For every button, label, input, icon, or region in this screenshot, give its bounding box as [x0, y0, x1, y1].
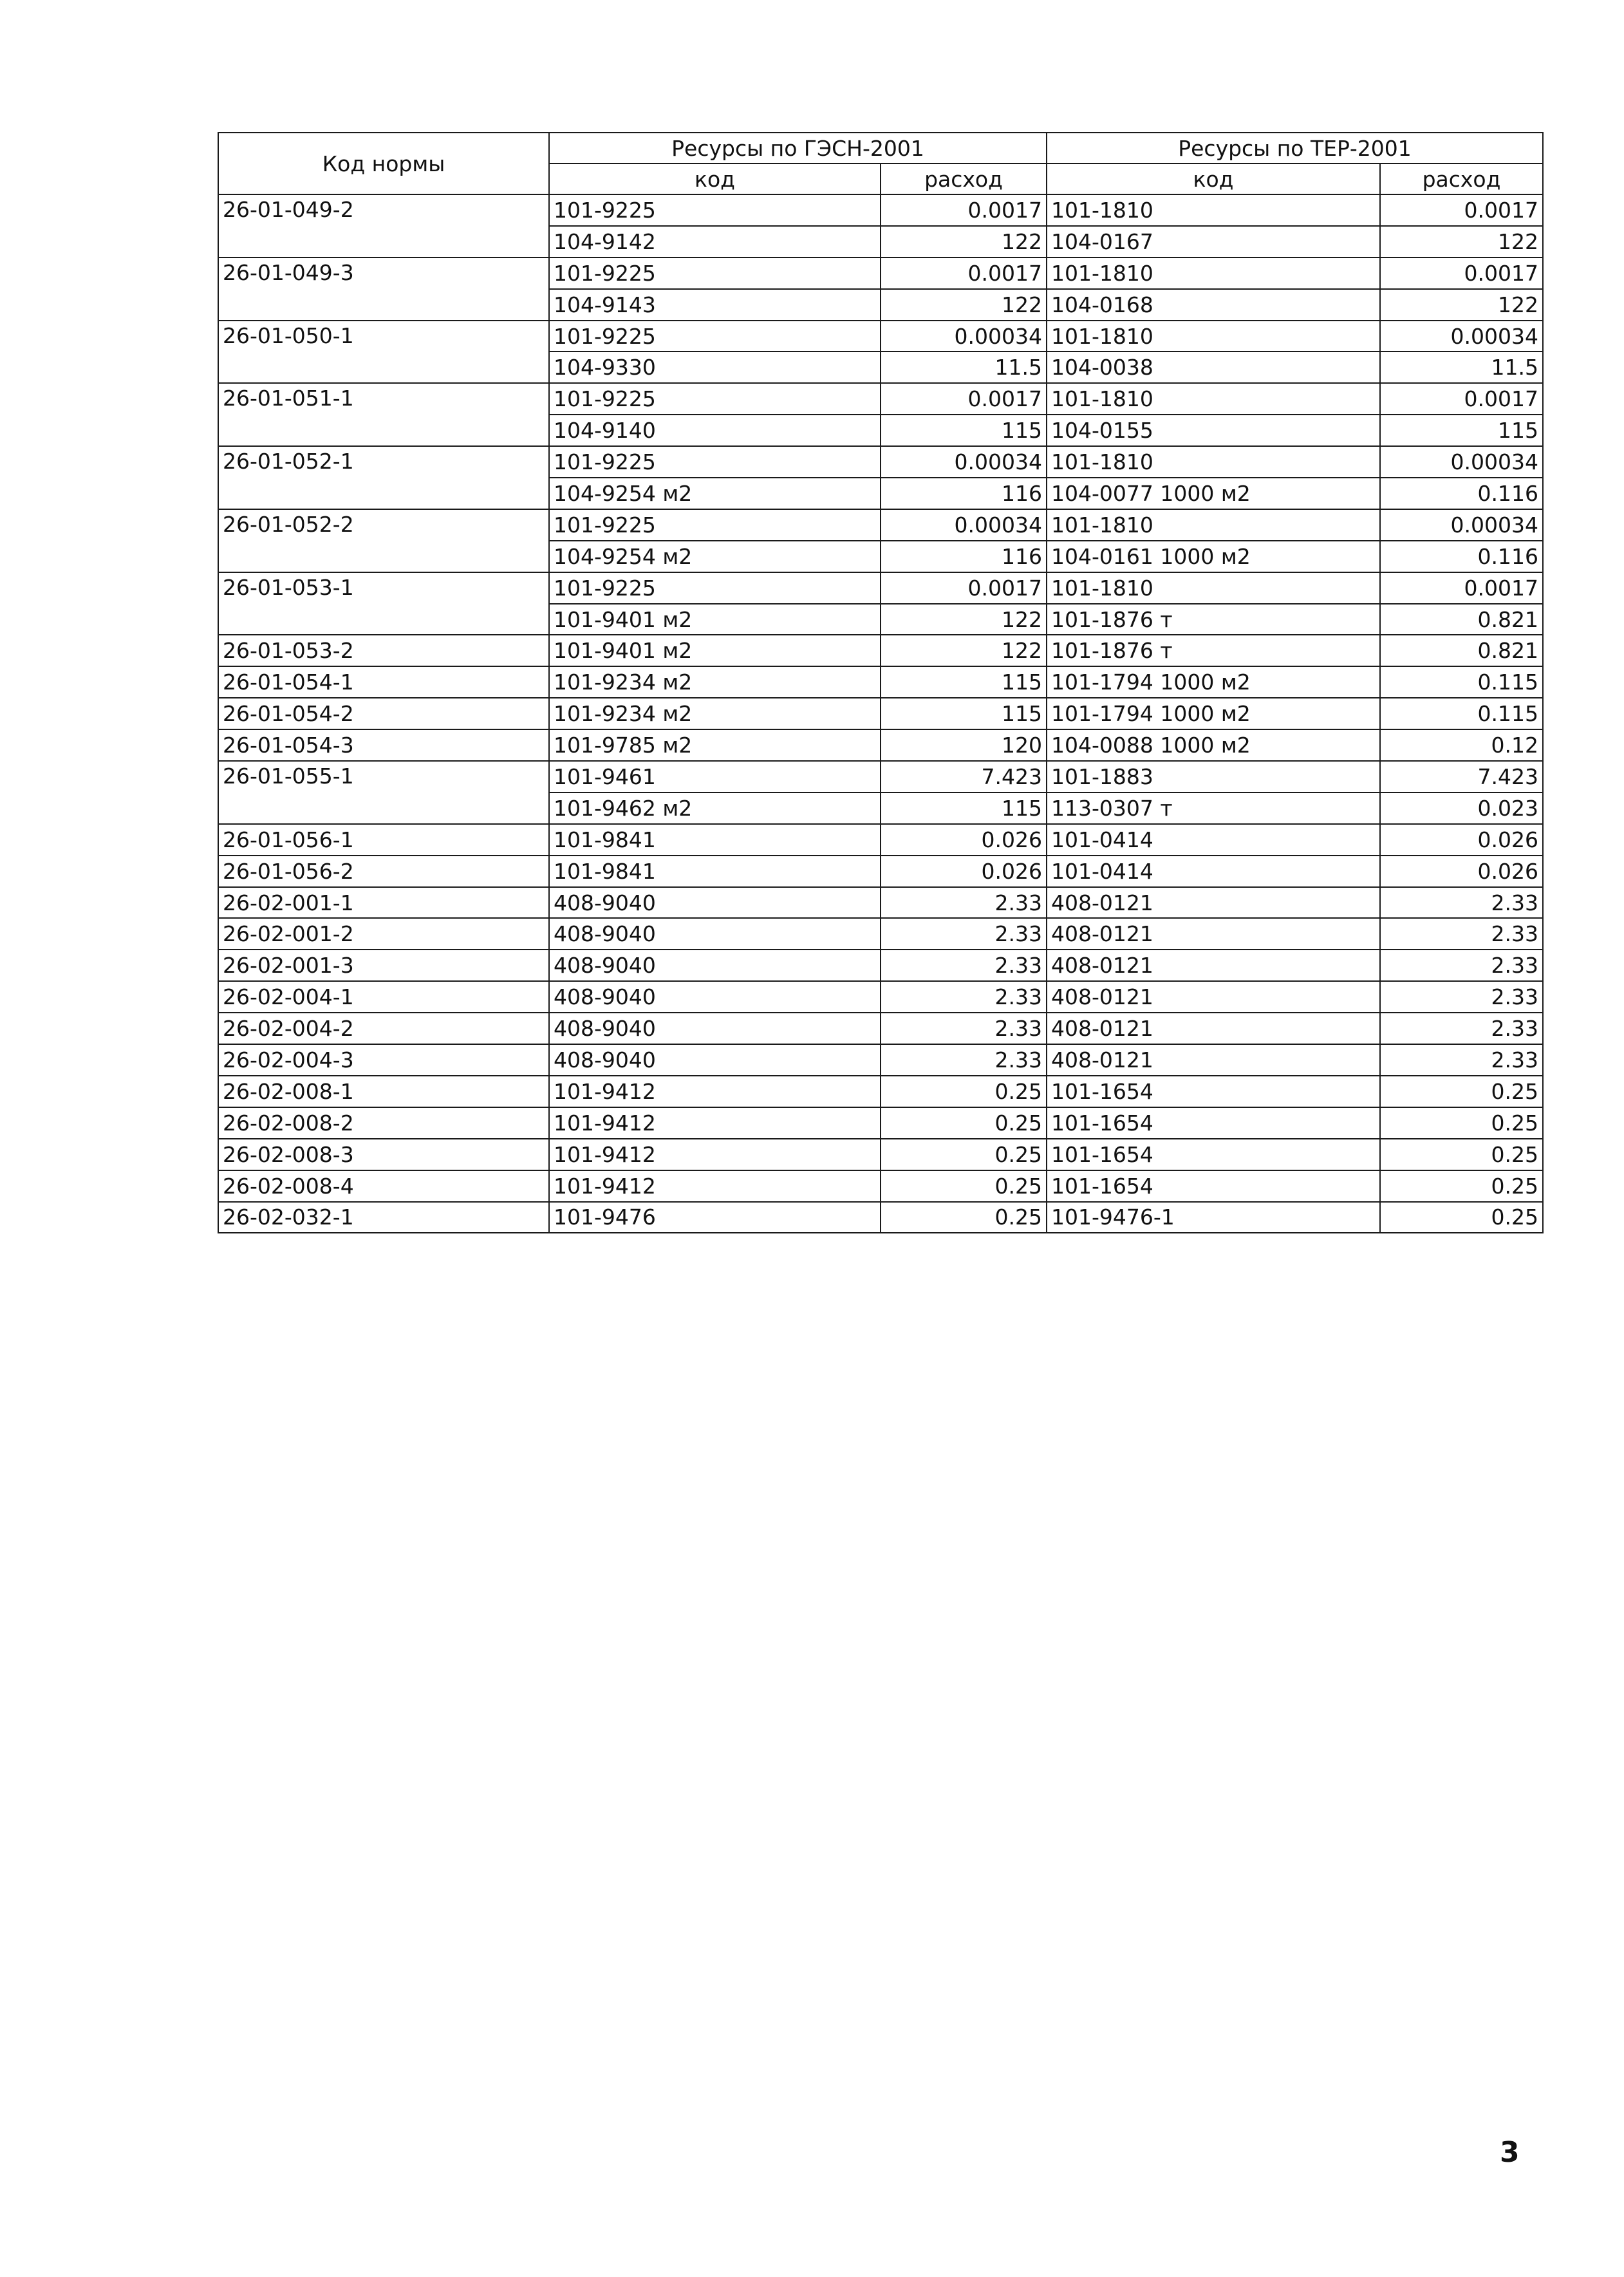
ter-code-cell: 104-0038	[1047, 351, 1380, 383]
gesn-consumption-cell: 0.25	[881, 1076, 1047, 1107]
ter-consumption-cell: 115	[1380, 415, 1543, 446]
gesn-code-cell: 408-9040	[549, 1013, 881, 1044]
gesn-consumption-cell: 0.0017	[881, 383, 1047, 415]
ter-code-cell: 101-1654	[1047, 1139, 1380, 1170]
ter-consumption-cell: 0.00034	[1380, 321, 1543, 352]
norm-code-cell: 26-01-050-1	[218, 321, 549, 384]
gesn-code-cell: 104-9142	[549, 226, 881, 258]
resources-table	[218, 132, 1544, 1233]
header-gesn-group: Ресурсы по ГЭСН-2001	[549, 133, 1047, 164]
ter-consumption-cell: 2.33	[1380, 918, 1543, 950]
gesn-code-cell: 101-9412	[549, 1139, 881, 1170]
page-number: 3	[1500, 2136, 1520, 2169]
table-row	[218, 1139, 1543, 1170]
gesn-consumption-cell: 2.33	[881, 1044, 1047, 1076]
header-gesn-code: код	[549, 164, 881, 194]
table-row	[218, 1202, 1543, 1233]
table-row	[218, 1044, 1543, 1076]
ter-consumption-cell: 11.5	[1380, 351, 1543, 383]
gesn-code-cell: 101-9234 м2	[549, 666, 881, 698]
ter-code-cell: 113-0307 т	[1047, 792, 1380, 824]
gesn-code-cell: 408-9040	[549, 981, 881, 1013]
ter-code-cell: 101-1654	[1047, 1170, 1380, 1202]
ter-consumption-cell: 122	[1380, 289, 1543, 321]
gesn-consumption-cell: 2.33	[881, 950, 1047, 981]
ter-consumption-cell: 2.33	[1380, 950, 1543, 981]
ter-code-cell: 101-1794 1000 м2	[1047, 698, 1380, 729]
ter-code-cell: 101-1883	[1047, 761, 1380, 792]
norm-code-cell: 26-01-053-2	[218, 635, 549, 666]
ter-code-cell: 408-0121	[1047, 918, 1380, 950]
ter-consumption-cell: 0.115	[1380, 666, 1543, 698]
norm-code-cell: 26-02-008-4	[218, 1170, 549, 1202]
gesn-consumption-cell: 0.026	[881, 824, 1047, 856]
ter-consumption-cell: 0.0017	[1380, 194, 1543, 226]
ter-consumption-cell: 0.821	[1380, 604, 1543, 635]
header-ter-group: Ресурсы по ТЕР-2001	[1047, 133, 1543, 164]
gesn-code-cell: 101-9401 м2	[549, 604, 881, 635]
gesn-consumption-cell: 0.0017	[881, 258, 1047, 289]
ter-code-cell: 408-0121	[1047, 981, 1380, 1013]
norm-code-cell: 26-02-004-3	[218, 1044, 549, 1076]
table-row	[218, 1076, 1543, 1107]
gesn-consumption-cell: 0.25	[881, 1202, 1047, 1233]
ter-consumption-cell: 0.116	[1380, 478, 1543, 509]
gesn-code-cell: 101-9234 м2	[549, 698, 881, 729]
ter-consumption-cell: 122	[1380, 226, 1543, 258]
norm-code-cell: 26-02-008-1	[218, 1076, 549, 1107]
table-row	[218, 635, 1543, 666]
gesn-consumption-cell: 122	[881, 635, 1047, 666]
gesn-consumption-cell: 0.25	[881, 1107, 1047, 1139]
table-row	[218, 383, 1543, 415]
ter-consumption-cell: 7.423	[1380, 761, 1543, 792]
ter-consumption-cell: 2.33	[1380, 1013, 1543, 1044]
ter-consumption-cell: 0.026	[1380, 824, 1543, 856]
ter-consumption-cell: 0.115	[1380, 698, 1543, 729]
gesn-code-cell: 101-9225	[549, 509, 881, 541]
gesn-consumption-cell: 2.33	[881, 1013, 1047, 1044]
ter-code-cell: 104-0161 1000 м2	[1047, 541, 1380, 572]
ter-consumption-cell: 0.116	[1380, 541, 1543, 572]
gesn-code-cell: 104-9254 м2	[549, 541, 881, 572]
ter-code-cell: 101-1810	[1047, 572, 1380, 604]
norm-code-cell: 26-01-054-3	[218, 729, 549, 761]
norm-code-cell: 26-01-056-1	[218, 824, 549, 856]
norm-code-cell: 26-01-051-1	[218, 383, 549, 446]
gesn-code-cell: 104-9254 м2	[549, 478, 881, 509]
ter-consumption-cell: 0.0017	[1380, 572, 1543, 604]
norm-code-cell: 26-01-054-1	[218, 666, 549, 698]
gesn-consumption-cell: 0.0017	[881, 572, 1047, 604]
ter-code-cell: 104-0168	[1047, 289, 1380, 321]
ter-code-cell: 101-1810	[1047, 446, 1380, 478]
header-ter-consumption: расход	[1380, 164, 1543, 194]
norm-code-cell: 26-02-001-3	[218, 950, 549, 981]
norm-code-cell: 26-01-055-1	[218, 761, 549, 824]
ter-code-cell: 408-0121	[1047, 950, 1380, 981]
ter-code-cell: 101-1810	[1047, 321, 1380, 352]
gesn-consumption-cell: 115	[881, 792, 1047, 824]
ter-consumption-cell: 0.25	[1380, 1076, 1543, 1107]
norm-code-cell: 26-01-052-1	[218, 446, 549, 509]
ter-code-cell: 101-1876 т	[1047, 635, 1380, 666]
ter-consumption-cell: 2.33	[1380, 981, 1543, 1013]
gesn-consumption-cell: 116	[881, 541, 1047, 572]
header-gesn-consumption: расход	[881, 164, 1047, 194]
gesn-code-cell: 101-9225	[549, 321, 881, 352]
gesn-consumption-cell: 0.00034	[881, 446, 1047, 478]
ter-consumption-cell: 2.33	[1380, 887, 1543, 919]
ter-code-cell: 408-0121	[1047, 887, 1380, 919]
table-row	[218, 446, 1543, 478]
table-row	[218, 572, 1543, 604]
ter-code-cell: 408-0121	[1047, 1013, 1380, 1044]
gesn-code-cell: 101-9225	[549, 572, 881, 604]
gesn-consumption-cell: 0.00034	[881, 509, 1047, 541]
table-row	[218, 729, 1543, 761]
norm-code-cell: 26-02-001-2	[218, 918, 549, 950]
gesn-code-cell: 101-9225	[549, 194, 881, 226]
table-row	[218, 321, 1543, 352]
gesn-consumption-cell: 120	[881, 729, 1047, 761]
ter-consumption-cell: 0.0017	[1380, 258, 1543, 289]
gesn-consumption-cell: 122	[881, 604, 1047, 635]
gesn-code-cell: 101-9225	[549, 446, 881, 478]
norm-code-cell: 26-02-004-1	[218, 981, 549, 1013]
gesn-code-cell: 101-9225	[549, 383, 881, 415]
gesn-consumption-cell: 0.0017	[881, 194, 1047, 226]
ter-code-cell: 104-0088 1000 м2	[1047, 729, 1380, 761]
gesn-code-cell: 101-9841	[549, 856, 881, 887]
norm-code-cell: 26-02-001-1	[218, 887, 549, 919]
norm-code-cell: 26-02-008-2	[218, 1107, 549, 1139]
table-header	[218, 133, 1543, 194]
ter-code-cell: 101-0414	[1047, 856, 1380, 887]
ter-consumption-cell: 0.023	[1380, 792, 1543, 824]
table-row	[218, 981, 1543, 1013]
table-row	[218, 761, 1543, 792]
table-row	[218, 950, 1543, 981]
ter-consumption-cell: 0.821	[1380, 635, 1543, 666]
ter-code-cell: 104-0155	[1047, 415, 1380, 446]
norm-code-cell: 26-01-056-2	[218, 856, 549, 887]
gesn-code-cell: 101-9461	[549, 761, 881, 792]
gesn-consumption-cell: 0.25	[881, 1139, 1047, 1170]
gesn-code-cell: 101-9462 м2	[549, 792, 881, 824]
gesn-code-cell: 101-9225	[549, 258, 881, 289]
gesn-consumption-cell: 115	[881, 666, 1047, 698]
ter-code-cell: 101-1810	[1047, 383, 1380, 415]
table-body	[218, 194, 1543, 1233]
ter-consumption-cell: 0.026	[1380, 856, 1543, 887]
gesn-code-cell: 101-9785 м2	[549, 729, 881, 761]
table-row	[218, 666, 1543, 698]
header-norm-code: Код нормы	[218, 133, 549, 194]
ter-code-cell: 101-1810	[1047, 194, 1380, 226]
gesn-code-cell: 408-9040	[549, 950, 881, 981]
gesn-code-cell: 408-9040	[549, 918, 881, 950]
table-row	[218, 698, 1543, 729]
gesn-consumption-cell: 7.423	[881, 761, 1047, 792]
norm-code-cell: 26-01-053-1	[218, 572, 549, 635]
table-row	[218, 1013, 1543, 1044]
ter-consumption-cell: 0.12	[1380, 729, 1543, 761]
table-row	[218, 1107, 1543, 1139]
gesn-code-cell: 104-9140	[549, 415, 881, 446]
table-row	[218, 1170, 1543, 1202]
table-row	[218, 918, 1543, 950]
ter-code-cell: 101-1810	[1047, 258, 1380, 289]
gesn-consumption-cell: 122	[881, 289, 1047, 321]
table-row	[218, 194, 1543, 226]
gesn-code-cell: 101-9401 м2	[549, 635, 881, 666]
ter-code-cell: 408-0121	[1047, 1044, 1380, 1076]
table-row	[218, 887, 1543, 919]
norm-code-cell: 26-01-049-2	[218, 194, 549, 258]
gesn-code-cell: 101-9841	[549, 824, 881, 856]
ter-code-cell: 101-0414	[1047, 824, 1380, 856]
ter-code-cell: 104-0167	[1047, 226, 1380, 258]
gesn-consumption-cell: 122	[881, 226, 1047, 258]
table-row	[218, 824, 1543, 856]
ter-code-cell: 101-9476-1	[1047, 1202, 1380, 1233]
gesn-code-cell: 101-9476	[549, 1202, 881, 1233]
header-ter-code: код	[1047, 164, 1380, 194]
gesn-consumption-cell: 115	[881, 698, 1047, 729]
ter-consumption-cell: 0.0017	[1380, 383, 1543, 415]
ter-code-cell: 101-1654	[1047, 1107, 1380, 1139]
gesn-code-cell: 104-9143	[549, 289, 881, 321]
ter-code-cell: 101-1654	[1047, 1076, 1380, 1107]
ter-consumption-cell: 0.00034	[1380, 446, 1543, 478]
gesn-consumption-cell: 0.25	[881, 1170, 1047, 1202]
ter-consumption-cell: 0.25	[1380, 1202, 1543, 1233]
norm-code-cell: 26-01-052-2	[218, 509, 549, 572]
ter-code-cell: 101-1876 т	[1047, 604, 1380, 635]
ter-consumption-cell: 2.33	[1380, 1044, 1543, 1076]
gesn-consumption-cell: 115	[881, 415, 1047, 446]
norm-code-cell: 26-01-049-3	[218, 258, 549, 321]
ter-code-cell: 104-0077 1000 м2	[1047, 478, 1380, 509]
ter-code-cell: 101-1794 1000 м2	[1047, 666, 1380, 698]
gesn-code-cell: 408-9040	[549, 887, 881, 919]
gesn-code-cell: 101-9412	[549, 1170, 881, 1202]
ter-consumption-cell: 0.00034	[1380, 509, 1543, 541]
gesn-code-cell: 104-9330	[549, 351, 881, 383]
gesn-consumption-cell: 2.33	[881, 918, 1047, 950]
table-row	[218, 258, 1543, 289]
table-row	[218, 509, 1543, 541]
gesn-code-cell: 101-9412	[549, 1076, 881, 1107]
norm-code-cell: 26-02-004-2	[218, 1013, 549, 1044]
gesn-consumption-cell: 11.5	[881, 351, 1047, 383]
gesn-consumption-cell: 2.33	[881, 981, 1047, 1013]
norm-code-cell: 26-01-054-2	[218, 698, 549, 729]
gesn-code-cell: 101-9412	[549, 1107, 881, 1139]
gesn-consumption-cell: 0.026	[881, 856, 1047, 887]
ter-consumption-cell: 0.25	[1380, 1139, 1543, 1170]
gesn-code-cell: 408-9040	[549, 1044, 881, 1076]
gesn-consumption-cell: 2.33	[881, 887, 1047, 919]
ter-consumption-cell: 0.25	[1380, 1170, 1543, 1202]
ter-consumption-cell: 0.25	[1380, 1107, 1543, 1139]
norm-code-cell: 26-02-032-1	[218, 1202, 549, 1233]
norm-code-cell: 26-02-008-3	[218, 1139, 549, 1170]
gesn-consumption-cell: 116	[881, 478, 1047, 509]
gesn-consumption-cell: 0.00034	[881, 321, 1047, 352]
table-row	[218, 856, 1543, 887]
ter-code-cell: 101-1810	[1047, 509, 1380, 541]
